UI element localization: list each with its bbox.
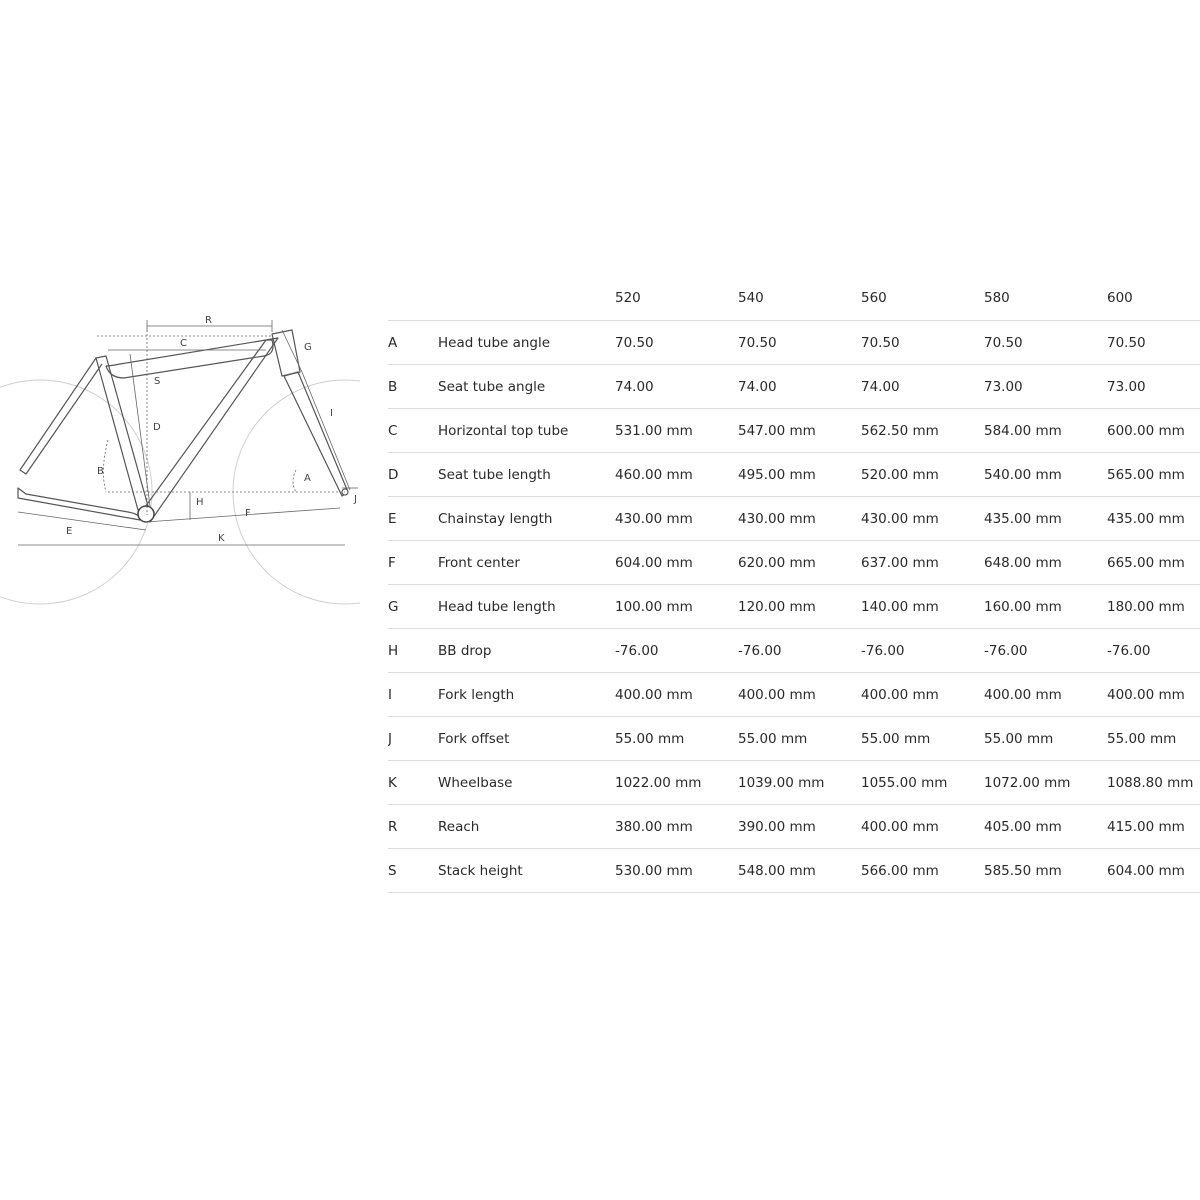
row-value: -76.00 [984, 629, 1107, 673]
row-value: 520.00 mm [861, 453, 984, 497]
row-letter: A [388, 321, 438, 365]
table-row [388, 673, 1200, 717]
table-row [388, 541, 1200, 585]
row-letter: J [388, 717, 438, 761]
row-value: 140.00 mm [861, 585, 984, 629]
row-value: 430.00 mm [615, 497, 738, 541]
row-value: 415.00 mm [1107, 805, 1200, 849]
row-name: Seat tube length [438, 453, 615, 497]
row-value: -76.00 [861, 629, 984, 673]
row-name: Fork offset [438, 717, 615, 761]
row-letter: E [388, 497, 438, 541]
diagram-label-d: D [153, 422, 161, 433]
geometry-body [388, 321, 1200, 893]
bottom-bracket [138, 506, 154, 522]
size-header: 540 [738, 276, 861, 321]
row-value: 400.00 mm [1107, 673, 1200, 717]
table-row [388, 321, 1200, 365]
row-value: 380.00 mm [615, 805, 738, 849]
row-value: 70.50 [738, 321, 861, 365]
table-row [388, 761, 1200, 805]
row-value: 1039.00 mm [738, 761, 861, 805]
row-value: 405.00 mm [984, 805, 1107, 849]
diagram-label-e: E [66, 526, 73, 537]
diagram-label-s: S [154, 376, 161, 387]
bike-geometry-diagram [0, 300, 360, 620]
row-value: 585.50 mm [984, 849, 1107, 893]
row-value: 665.00 mm [1107, 541, 1200, 585]
row-value: 73.00 [984, 365, 1107, 409]
row-value: 70.50 [1107, 321, 1200, 365]
row-letter: H [388, 629, 438, 673]
diagram-label-c: C [180, 338, 187, 349]
table-row [388, 805, 1200, 849]
size-header: 600 [1107, 276, 1200, 321]
row-value: 435.00 mm [1107, 497, 1200, 541]
row-value: 73.00 [1107, 365, 1200, 409]
row-name: Front center [438, 541, 615, 585]
row-name: BB drop [438, 629, 615, 673]
row-value: 55.00 mm [861, 717, 984, 761]
row-letter: S [388, 849, 438, 893]
row-letter: D [388, 453, 438, 497]
row-name: Seat tube angle [438, 365, 615, 409]
row-name: Head tube length [438, 585, 615, 629]
row-value: 566.00 mm [861, 849, 984, 893]
diagram-label-h: H [196, 497, 204, 508]
row-value: 547.00 mm [738, 409, 861, 453]
row-letter: C [388, 409, 438, 453]
row-value: 400.00 mm [984, 673, 1107, 717]
row-value: 584.00 mm [984, 409, 1107, 453]
table-row [388, 409, 1200, 453]
row-letter: G [388, 585, 438, 629]
row-value: 435.00 mm [984, 497, 1107, 541]
row-value: 1055.00 mm [861, 761, 984, 805]
row-value: 604.00 mm [615, 541, 738, 585]
row-value: 460.00 mm [615, 453, 738, 497]
row-value: 495.00 mm [738, 453, 861, 497]
row-value: 70.50 [984, 321, 1107, 365]
row-name: Reach [438, 805, 615, 849]
row-value: 565.00 mm [1107, 453, 1200, 497]
diagram-label-g: G [304, 342, 312, 353]
row-value: 55.00 mm [984, 717, 1107, 761]
diagram-label-i: I [330, 408, 333, 419]
row-value: 400.00 mm [861, 673, 984, 717]
row-value: 400.00 mm [738, 673, 861, 717]
row-value: 390.00 mm [738, 805, 861, 849]
row-value: 120.00 mm [738, 585, 861, 629]
row-value: -76.00 [1107, 629, 1200, 673]
row-value: 548.00 mm [738, 849, 861, 893]
table-row [388, 717, 1200, 761]
row-value: 100.00 mm [615, 585, 738, 629]
table-row [388, 849, 1200, 893]
row-value: 74.00 [615, 365, 738, 409]
diagram-label-k: K [218, 533, 225, 544]
row-value: 637.00 mm [861, 541, 984, 585]
header-name-cell [438, 276, 615, 321]
row-value: 55.00 mm [738, 717, 861, 761]
row-value: 74.00 [738, 365, 861, 409]
row-value: 430.00 mm [861, 497, 984, 541]
row-value: 160.00 mm [984, 585, 1107, 629]
size-header: 560 [861, 276, 984, 321]
row-value: 540.00 mm [984, 453, 1107, 497]
row-letter: F [388, 541, 438, 585]
table-row [388, 497, 1200, 541]
diagram-label-r: R [205, 315, 212, 326]
row-value: -76.00 [615, 629, 738, 673]
table-row [388, 365, 1200, 409]
row-value: 70.50 [615, 321, 738, 365]
header-letter-cell [388, 276, 438, 321]
table-header-row [388, 276, 1200, 321]
row-value: 180.00 mm [1107, 585, 1200, 629]
row-value: 562.50 mm [861, 409, 984, 453]
row-value: 74.00 [861, 365, 984, 409]
row-value: 600.00 mm [1107, 409, 1200, 453]
row-value: 1072.00 mm [984, 761, 1107, 805]
row-value: 55.00 mm [615, 717, 738, 761]
row-value: 430.00 mm [738, 497, 861, 541]
row-value: 70.50 [861, 321, 984, 365]
size-header: 520 [615, 276, 738, 321]
bike-frame [18, 330, 348, 522]
row-letter: K [388, 761, 438, 805]
table-row [388, 585, 1200, 629]
diagram-label-b: B [97, 466, 104, 477]
row-letter: B [388, 365, 438, 409]
row-name: Stack height [438, 849, 615, 893]
row-value: 604.00 mm [1107, 849, 1200, 893]
diagram-label-f: F [245, 508, 251, 519]
row-value: 1088.80 mm [1107, 761, 1200, 805]
dimension-lines [18, 320, 358, 545]
row-value: 648.00 mm [984, 541, 1107, 585]
row-value: 531.00 mm [615, 409, 738, 453]
row-value: 400.00 mm [615, 673, 738, 717]
geometry-table [388, 276, 1200, 893]
table-row [388, 629, 1200, 673]
diagram-label-a: A [304, 473, 311, 484]
row-value: 530.00 mm [615, 849, 738, 893]
row-value: 55.00 mm [1107, 717, 1200, 761]
row-name: Fork length [438, 673, 615, 717]
row-letter: I [388, 673, 438, 717]
row-value: -76.00 [738, 629, 861, 673]
row-name: Horizontal top tube [438, 409, 615, 453]
row-name: Wheelbase [438, 761, 615, 805]
size-header: 580 [984, 276, 1107, 321]
row-letter: R [388, 805, 438, 849]
diagram-label-j: J [354, 494, 357, 505]
row-value: 1022.00 mm [615, 761, 738, 805]
row-value: 620.00 mm [738, 541, 861, 585]
table-row [388, 453, 1200, 497]
row-name: Head tube angle [438, 321, 615, 365]
row-value: 400.00 mm [861, 805, 984, 849]
row-name: Chainstay length [438, 497, 615, 541]
